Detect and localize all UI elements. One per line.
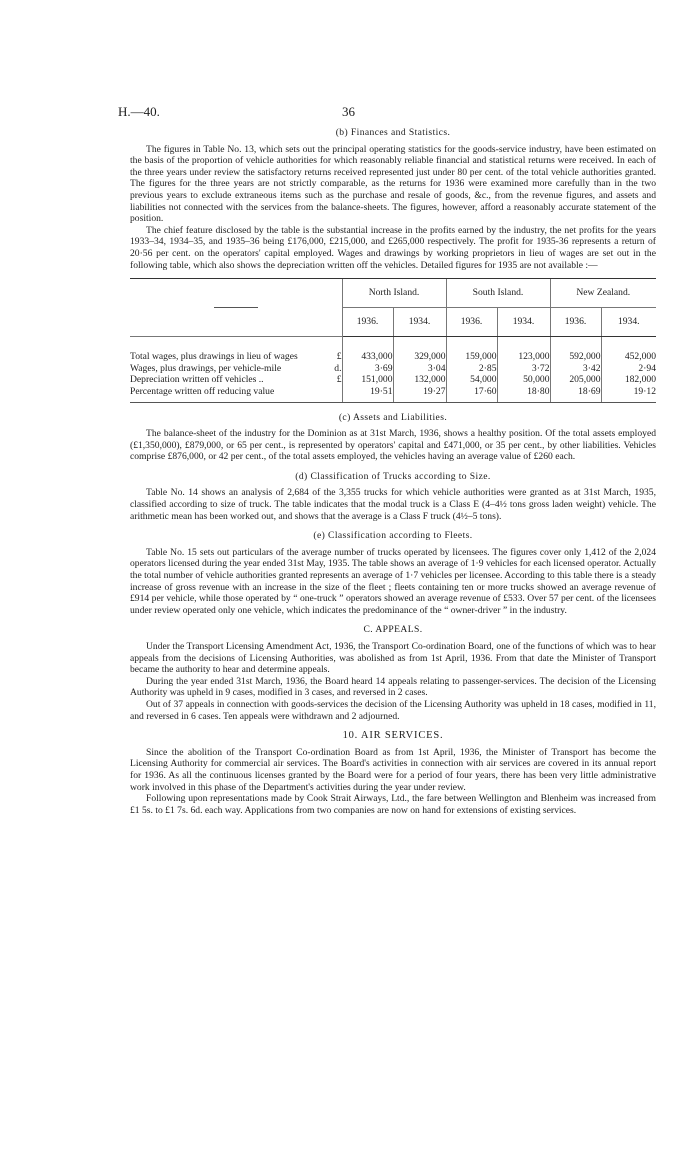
paragraph: Since the abolition of the Transport Co-ordination Board as from 1st April, 1936, the Minister of Transport has become the Licensing Authority for commercial air services. The Board's activities in connection with air services are covered in its annual report for 1936. As all the continuous licenses granted by the Board were for a period of four years, there has been very little administrative work involved in this phase of the Department's activities during the year under review.	[130, 746, 656, 793]
table-row	[130, 374, 656, 386]
row-label: Depreciation written off vehicles ..	[130, 374, 264, 386]
table-cell: 592,000	[550, 337, 601, 363]
table-corner	[130, 279, 342, 337]
table-cell: 3·42	[550, 363, 601, 375]
year-header: 1934.	[497, 308, 550, 337]
table-cell: 3·04	[393, 363, 446, 375]
page-number: 36	[342, 104, 355, 119]
row-label: Wages, plus drawings, per vehicle-mile	[130, 362, 282, 374]
year-header: 1936.	[446, 308, 497, 337]
table-row	[130, 337, 656, 363]
section-heading-fleets: (e) Classification according to Fleets.	[313, 530, 473, 542]
table-cell: 205,000	[550, 374, 601, 386]
page-body	[130, 127, 656, 816]
section-heading-air-services: 10. AIR SERVICES.	[342, 730, 444, 742]
row-unit: £	[336, 351, 342, 363]
paragraph: Table No. 15 sets out particulars of the average number of trucks operated by licensees. The figures cover only 1,412 of the 2,024 operators licensed during the year ended 31st May, 1935. The table shows an average of 1·9 vehicles for each licensed operator. Actually the total number of vehicle authorities granted represents an average of 1·7 vehicles per licensee. According to this table there is a steady increase of gross revenue with an increase in the size of the fleet ; fleets containing ten or more trucks showed an average revenue of £914 per vehicle, while those operated by “ one-truck ” operators showed an average revenue of £533. Over 57 per cent. of the licensees under review operated only one vehicle, which indicates the predominance of the “ owner-driver ” in the industry.	[130, 546, 656, 616]
table-cell: 18·69	[550, 386, 601, 402]
section-heading-size: (d) Classification of Trucks according to Size.	[295, 470, 491, 482]
year-header: 1936.	[342, 308, 393, 337]
table-cell: 54,000	[446, 374, 497, 386]
paragraph: During the year ended 31st March, 1936, the Board heard 14 appeals relating to passenger-services. The decision of the Licensing Authority was upheld in 9 cases, modified in 3 cases, and reversed in 2 cases.	[130, 675, 656, 699]
row-label: Total wages, plus drawings in lieu of wages	[130, 351, 298, 363]
paragraph: Following upon representations made by Cook Strait Airways, Ltd., the fare between Wellington and Blenheim was increased from £1 5s. to £1 7s. 6d. each way. Applications from two companies are now on hand for extensions of existing services.	[130, 793, 656, 816]
table-cell: 132,000	[393, 374, 446, 386]
column-group-header: North Island.	[342, 279, 446, 308]
table-cell: 3·72	[497, 363, 550, 375]
paragraph: Out of 37 appeals in connection with goods-services the decision of the Licensing Authority was upheld in 18 cases, modified in 11, and reversed in 6 cases. Ten appeals were withdrawn and 2 adjourned.	[130, 698, 656, 722]
table-cell: 452,000	[601, 337, 656, 363]
table-row	[130, 363, 656, 375]
table-cell: 433,000	[342, 337, 393, 363]
table-cell: 18·80	[497, 386, 550, 402]
year-header: 1936.	[550, 308, 601, 337]
column-group-header: South Island.	[446, 279, 550, 308]
row-unit: d.	[334, 362, 342, 374]
table-cell: 151,000	[342, 374, 393, 386]
row-unit: £	[336, 374, 342, 386]
paragraph: The figures in Table No. 13, which sets out the principal operating statistics for the goods-service industry, have been estimated on the basis of the proportion of vehicle authorities for which reasonably reliable financial and statistical returns were received. In each of the three years under review the satisfactory returns received represented just under 80 per cent. of the total vehicle authorities granted. The figures for the three years are not strictly comparable, as the returns for 1936 were examined more carefully than in the two previous years to exclude extraneous items such as the purchase and resale of goods, &c., from the revenue figures, and assets and liabilities not connected with the services from the balance-sheets. The figures, however, afford a reasonably accurate statement of the position.	[130, 143, 656, 225]
paragraph: The balance-sheet of the industry for the Dominion as at 31st March, 1936, shows a healthy position. Of the total assets employed (£1,350,000), £879,000, or 65 per cent., is represented by operators' capital and £471,000, or 35 per cent., by other liabilities. Vehicles comprise £876,000, or 42 per cent., of the total assets employed, the vehicles having an average value of £260 each.	[130, 428, 656, 463]
table-cell: 3·69	[342, 363, 393, 375]
wages-depreciation-table	[130, 278, 656, 402]
table-cell: 19·51	[342, 386, 393, 402]
table-cell: 2·94	[601, 363, 656, 375]
section-heading-assets: (c) Assets and Liabilities.	[338, 411, 448, 423]
table-cell: 123,000	[497, 337, 550, 363]
table-row	[130, 386, 656, 402]
section-heading-appeals: C. APPEALS.	[363, 624, 423, 636]
row-unit	[328, 386, 342, 402]
table-cell: 159,000	[446, 337, 497, 363]
row-label: Percentage written off reducing value	[130, 386, 328, 402]
paragraph: Under the Transport Licensing Amendment Act, 1936, the Transport Co-ordination Board, one of the functions of which was to hear appeals from the decisions of Licensing Authorities, was abolished as from 1st April, 1936. From that date the Minister of Transport became the authority to hear and determine appeals.	[130, 641, 656, 676]
table-cell: 2·85	[446, 363, 497, 375]
table-cell: 19·12	[601, 386, 656, 402]
year-header: 1934.	[393, 308, 446, 337]
table-cell: 182,000	[601, 374, 656, 386]
document-reference: H.—40.	[118, 104, 160, 119]
table-cell: 329,000	[393, 337, 446, 363]
paragraph: Table No. 14 shows an analysis of 2,684 of the 3,355 trucks for which vehicle authorities were granted as at 31st March, 1935, classified according to size of truck. The table indicates that the modal truck is a Class E (4–4½ tons gross laden weight) vehicle. The arithmetic mean has been worked out, and shows that the average is a Class F truck (4½–5 tons).	[130, 487, 656, 522]
year-header: 1934.	[601, 308, 656, 337]
table-cell: 19·27	[393, 386, 446, 402]
column-group-header: New Zealand.	[550, 279, 656, 308]
section-heading-finances: (b) Finances and Statistics.	[335, 127, 451, 138]
table-cell: 50,000	[497, 374, 550, 386]
table-cell: 17·60	[446, 386, 497, 402]
paragraph: The chief feature disclosed by the table is the substantial increase in the profits earned by the industry, the net profits for the years 1933–34, 1934–35, and 1935–36 being £176,000, £215,000, and £265,000 respectively. The profit for 1935-36 represents a return of 20·56 per cent. on the operators' capital employed. Wages and drawings by working proprietors in lieu of wages are set out in the following table, which also shows the depreciation written off the vehicles. Detailed figures for 1935 are not available :—	[130, 224, 656, 271]
